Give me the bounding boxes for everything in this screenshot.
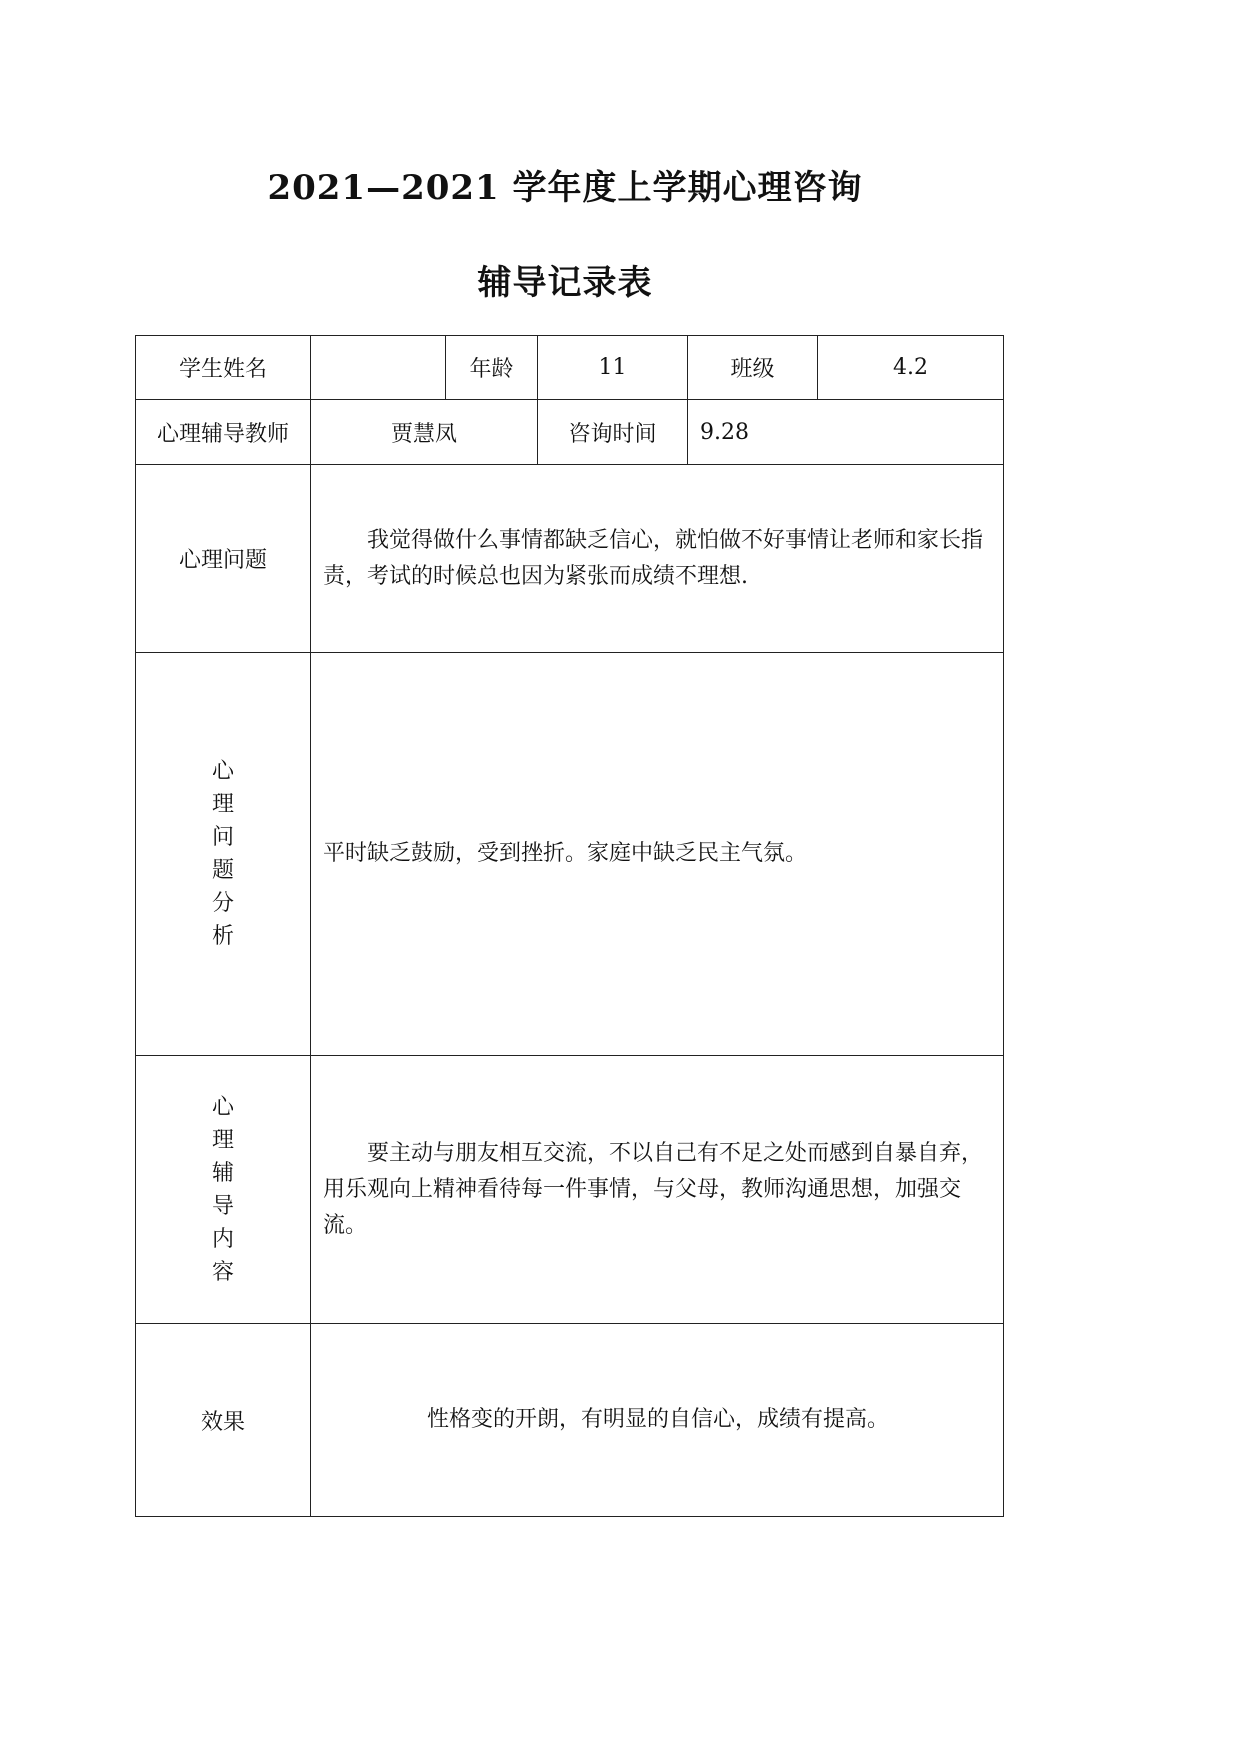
analysis-text: 平时缺乏鼓励，受到挫折。家庭中缺乏民主气氛。 <box>323 841 808 866</box>
teacher-label: 心理辅导教师 <box>136 400 311 465</box>
age-label: 年龄 <box>446 336 538 400</box>
effect-cell <box>311 1324 1004 1517</box>
effect-label: 效果 <box>136 1324 311 1517</box>
time-value: 9.28 <box>688 400 1004 465</box>
guidance-text: 要主动与朋友相互交流，不以自己有不足之处而感到自暴自弃，用乐观向上精神看待每一件事情，与父母，教师沟通思想，加强交流。 <box>323 1140 984 1238</box>
problem-cell <box>311 465 1004 653</box>
effect-text: 性格变的开朗，有明显的自信心，成绩有提高。 <box>426 1407 889 1432</box>
guidance-label: 心理辅导内容 <box>211 1094 234 1285</box>
class-value: 4.2 <box>818 336 1004 400</box>
analysis-label: 心理问题分析 <box>211 759 234 949</box>
student-name-value <box>311 336 446 400</box>
problem-text: 我觉得做什么事情都缺乏信心，就怕做不好事情让老师和家长指责，考试的时候总也因为紧张而成绩不理想. <box>323 527 984 589</box>
time-label: 咨询时间 <box>538 400 688 465</box>
class-label: 班级 <box>688 336 818 400</box>
document-title-line2: 辅导记录表 <box>477 263 653 303</box>
effect-row <box>136 1324 1004 1517</box>
counseling-record-table <box>135 335 1004 1517</box>
document-title-line1: 2021—2021 学年度上学期心理咨询 <box>267 168 863 208</box>
problem-row <box>136 465 1004 653</box>
analysis-cell <box>311 653 1004 1056</box>
student-name-label: 学生姓名 <box>136 336 311 400</box>
guidance-row <box>136 1056 1004 1324</box>
age-value: 11 <box>538 336 688 400</box>
teacher-value: 贾慧凤 <box>311 400 538 465</box>
guidance-cell <box>311 1056 1004 1324</box>
student-info-row <box>136 336 1004 400</box>
teacher-info-row <box>136 400 1004 465</box>
analysis-row <box>136 653 1004 1056</box>
problem-label: 心理问题 <box>136 465 311 653</box>
analysis-label-cell <box>136 653 311 1056</box>
guidance-label-cell <box>136 1056 311 1324</box>
